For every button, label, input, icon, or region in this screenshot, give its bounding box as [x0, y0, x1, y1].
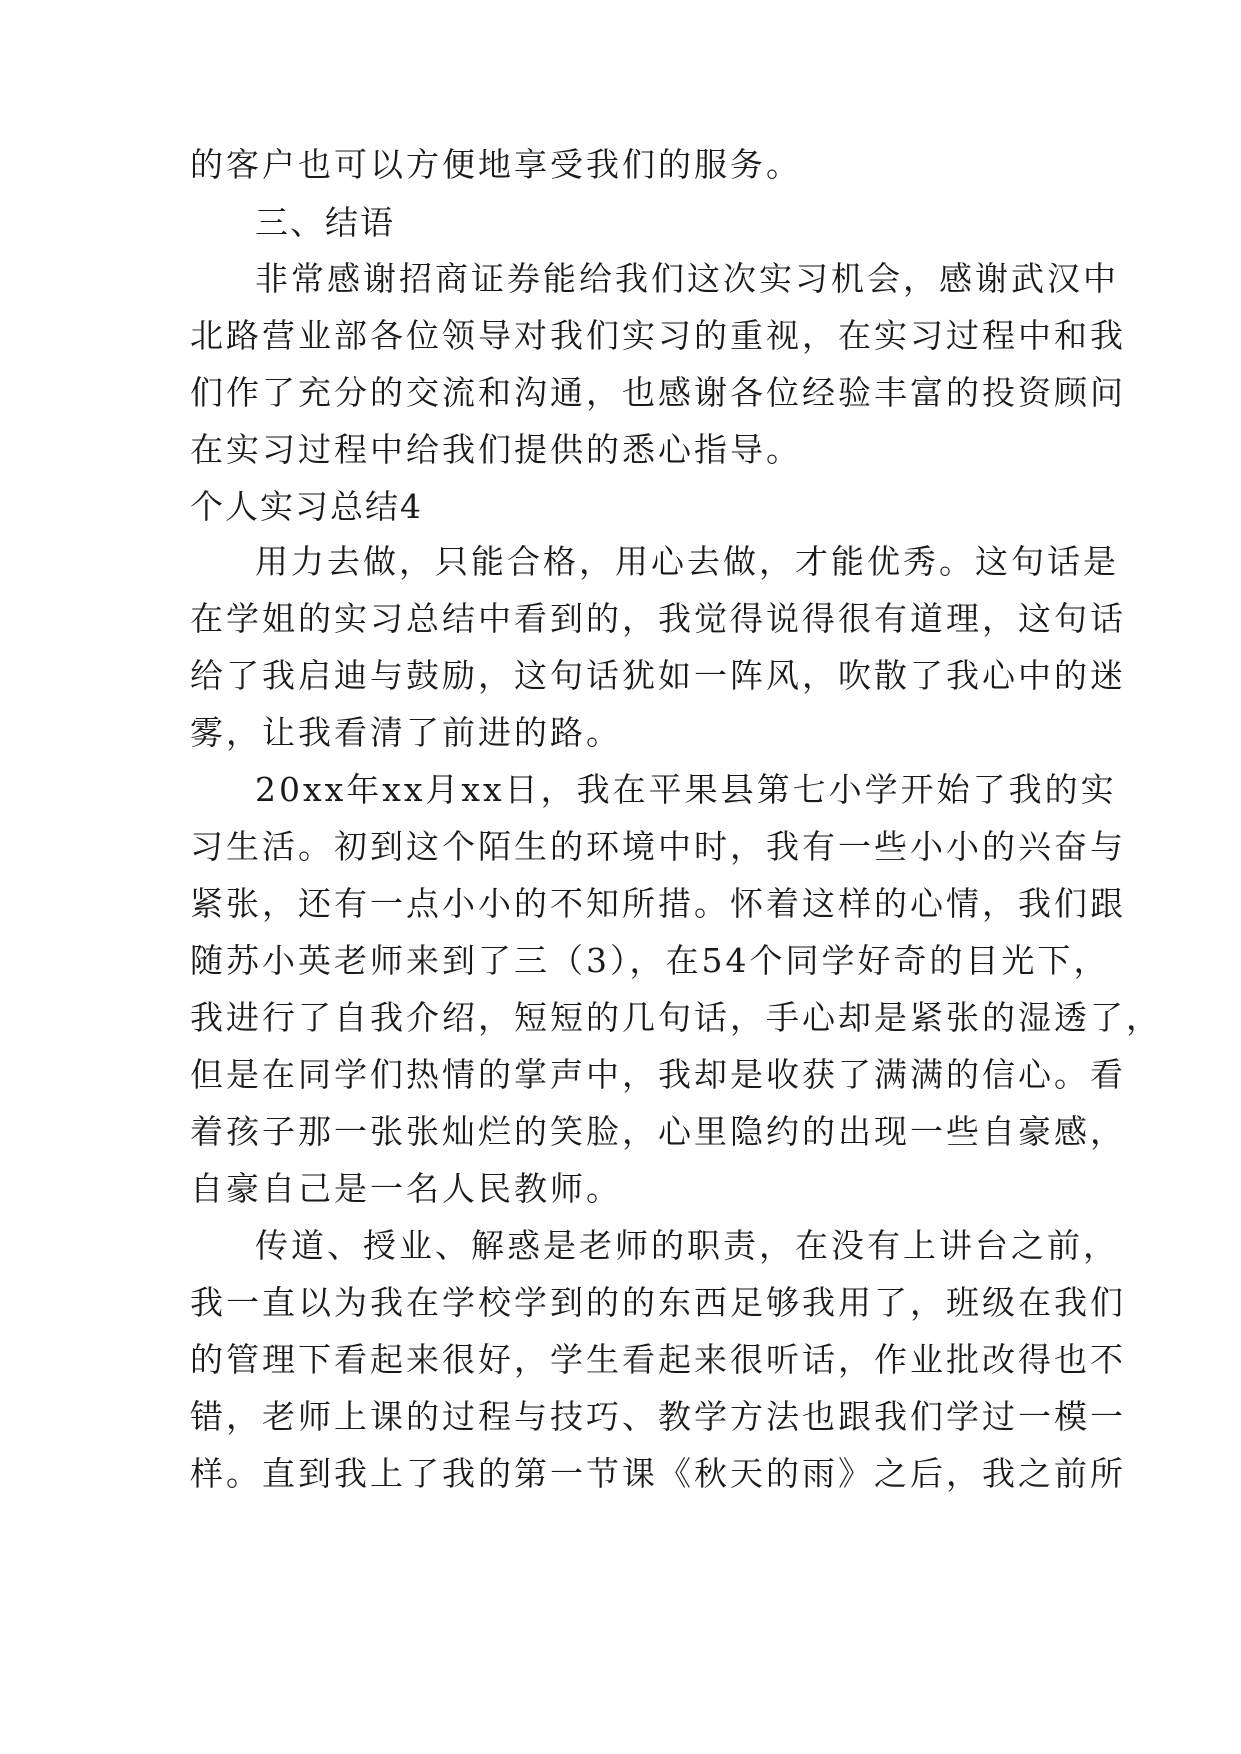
document-title: 个人实习总结4: [190, 487, 423, 526]
paragraph-line: 我进行了自我介绍，短短的几句话，手心却是紧张的湿透了，: [190, 998, 1162, 1037]
paragraph-line: 错，老师上课的过程与技巧、教学方法也跟我们学过一模一: [190, 1397, 1126, 1436]
section-heading: 三、结语: [255, 203, 395, 242]
paragraph-line: 紧张，还有一点小小的不知所措。怀着这样的心情，我们跟: [190, 884, 1126, 923]
paragraph-line: 我一直以为我在学校学到的的东西足够我用了，班级在我们: [190, 1283, 1126, 1322]
paragraph-line: 20xx年xx月xx日，我在平果县第七小学开始了我的实: [255, 770, 1117, 809]
paragraph-line: 自豪自己是一名人民教师。: [190, 1169, 622, 1208]
paragraph-line: 用力去做，只能合格，用心去做，才能优秀。这句话是: [255, 542, 1119, 581]
paragraph-line: 们作了充分的交流和沟通，也感谢各位经验丰富的投资顾问: [190, 373, 1126, 412]
paragraph-line: 随苏小英老师来到了三（3），在54个同学好奇的目光下，: [190, 941, 1110, 980]
paragraph-line: 传道、授业、解惑是老师的职责，在没有上讲台之前，: [255, 1226, 1119, 1265]
paragraph-line: 雾，让我看清了前进的路。: [190, 713, 622, 752]
paragraph-line: 但是在同学们热情的掌声中，我却是收获了满满的信心。看: [190, 1055, 1126, 1094]
paragraph-line: 北路营业部各位领导对我们实习的重视，在实习过程中和我: [190, 316, 1126, 355]
text-line: 的客户也可以方便地享受我们的服务。: [190, 145, 802, 184]
paragraph-line: 习生活。初到这个陌生的环境中时，我有一些小小的兴奋与: [190, 827, 1126, 866]
paragraph-line: 的管理下看起来很好，学生看起来很听话，作业批改得也不: [190, 1340, 1126, 1379]
paragraph-line: 在实习过程中给我们提供的悉心指导。: [190, 430, 802, 469]
paragraph-line: 给了我启迪与鼓励，这句话犹如一阵风，吹散了我心中的迷: [190, 656, 1126, 695]
paragraph-line: 样。直到我上了我的第一节课《秋天的雨》之后，我之前所: [190, 1454, 1126, 1493]
paragraph-line: 着孩子那一张张灿烂的笑脸，心里隐约的出现一些自豪感，: [190, 1112, 1126, 1151]
paragraph-line: 在学姐的实习总结中看到的，我觉得说得很有道理，这句话: [190, 599, 1126, 638]
paragraph-line: 非常感谢招商证券能给我们这次实习机会，感谢武汉中: [255, 259, 1119, 298]
